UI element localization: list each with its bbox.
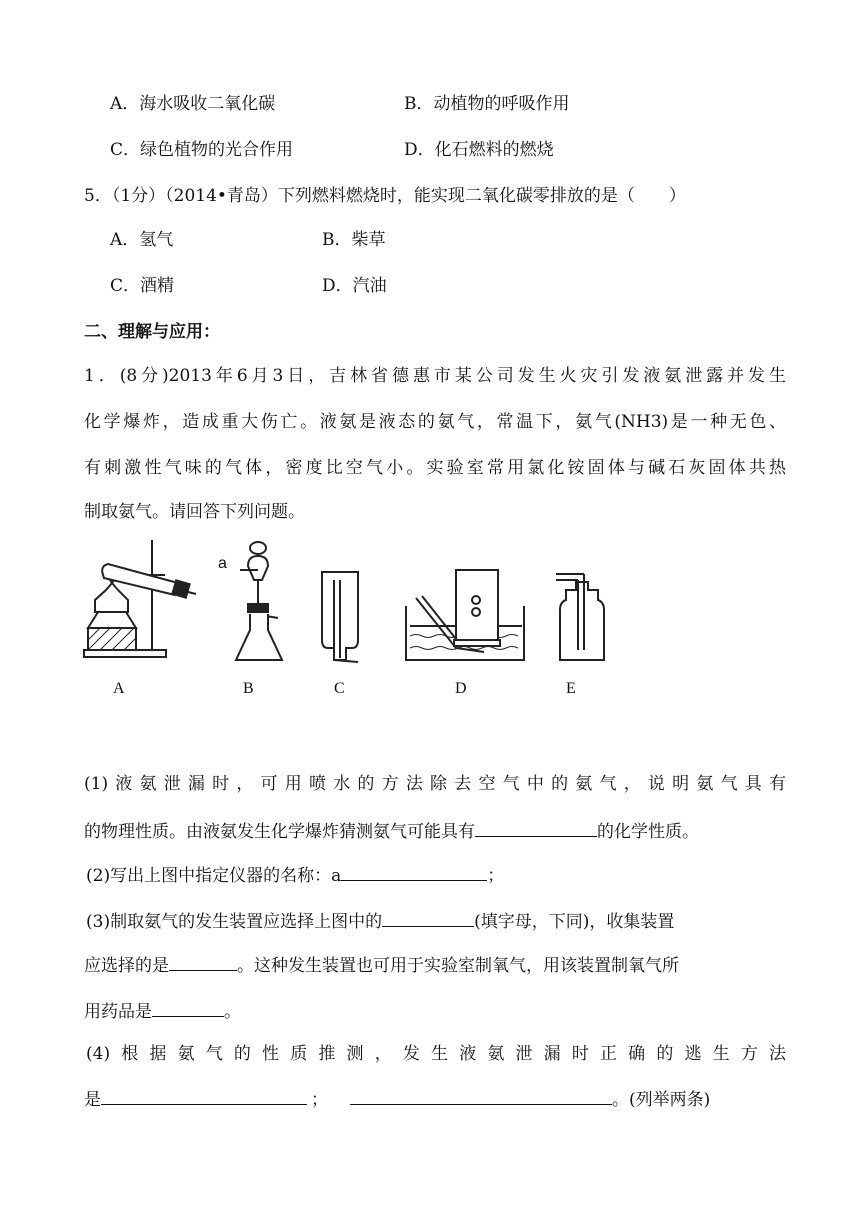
apparatus-c bbox=[322, 572, 358, 662]
q1-part2 bbox=[86, 862, 504, 888]
answer-blank-escape-method-1[interactable] bbox=[101, 1086, 307, 1105]
figure-label-a: a bbox=[218, 555, 227, 572]
apparatus-b bbox=[236, 542, 282, 660]
q1-part3-line-3-pre: 用药品是 bbox=[84, 1002, 152, 1022]
q1-intro-line-2: 化学爆炸，造成重大伤亡。液氨是液态的氨气，常温下，氨气(NH3)是一种无色、 bbox=[84, 412, 786, 432]
q1-part1-line-2-post: 的化学性质。 bbox=[597, 822, 699, 842]
q5-option-d: D．汽油 bbox=[322, 276, 387, 296]
q1-part4-line-1: (4)根据氨气的性质推测，发生液氨泄漏时正确的逃生方法 bbox=[86, 1044, 786, 1064]
caption-c: C bbox=[334, 680, 345, 697]
apparatus-e bbox=[556, 574, 604, 660]
q1-intro-line-1: 1．(8分)2013年6月3日，吉林省德惠市某公司发生火灾引发液氨泄露并发生 bbox=[84, 366, 786, 386]
q4-option-a: A．海水吸收二氧化碳 bbox=[110, 94, 276, 114]
q1-part1-line-1: (1)液氨泄漏时，可用喷水的方法除去空气中的氨气，说明氨气具有 bbox=[84, 774, 786, 794]
section-title: 二、理解与应用： bbox=[84, 322, 220, 342]
q1-part3-line-1-pre: (3)制取氨气的发生装置应选择上图中的 bbox=[86, 912, 383, 932]
answer-blank-chemical-property[interactable] bbox=[475, 818, 597, 837]
q1-part1-line-2-pre: 的物理性质。由液氨发生化学爆炸猜测氨气可能具有 bbox=[84, 822, 475, 842]
q5-option-b: B．柴草 bbox=[322, 230, 386, 250]
q1-part4-line-2 bbox=[84, 1086, 710, 1112]
q4-option-c: C．绿色植物的光合作用 bbox=[110, 140, 294, 160]
caption-b: B bbox=[243, 680, 254, 697]
q1-part4-line-2-pre: 是 bbox=[84, 1090, 101, 1110]
q1-part2-pre: (2)写出上图中指定仪器的名称：a bbox=[86, 866, 342, 886]
q1-part3-line-3-post: 。 bbox=[224, 1002, 241, 1022]
apparatus-a bbox=[84, 540, 196, 657]
q1-part3-line-2 bbox=[84, 952, 679, 978]
q5-stem: 5．（1分）（2014•青岛）下列燃料燃烧时，能实现二氧化碳零排放的是（ ） bbox=[84, 186, 686, 206]
caption-a: A bbox=[113, 680, 125, 697]
q1-part3-line-2-pre: 应选择的是 bbox=[84, 956, 169, 976]
q1-part3-line-1 bbox=[86, 908, 674, 934]
apparatus-d bbox=[406, 570, 524, 660]
q1-part1-line-2 bbox=[84, 818, 699, 844]
q1-part3-line-1-post: (填字母，下同)，收集装置 bbox=[474, 912, 675, 932]
q5-option-c: C．酒精 bbox=[110, 276, 175, 296]
answer-blank-reagents[interactable] bbox=[152, 998, 224, 1017]
caption-d: D bbox=[455, 680, 467, 697]
answer-blank-instrument-a[interactable] bbox=[341, 862, 487, 881]
q1-part4-line-2-mid: ； bbox=[311, 1090, 328, 1110]
q1-intro-line-4: 制取氨气。请回答下列问题。 bbox=[84, 502, 305, 522]
q1-part4-line-2-post: 。(列举两条) bbox=[612, 1090, 711, 1110]
q1-part3-line-2-post: 。这种发生装置也可用于实验室制氧气，用该装置制氧气所 bbox=[237, 956, 679, 976]
q1-part3-line-3 bbox=[84, 998, 241, 1024]
answer-blank-generator[interactable] bbox=[382, 908, 474, 927]
answer-blank-collector[interactable] bbox=[169, 952, 237, 971]
q4-option-d: D．化石燃料的燃烧 bbox=[404, 140, 554, 160]
caption-e: E bbox=[566, 680, 576, 697]
answer-blank-escape-method-2[interactable] bbox=[350, 1086, 612, 1105]
q1-part2-post: ； bbox=[487, 866, 505, 886]
q5-option-a: A．氢气 bbox=[110, 230, 174, 250]
q4-option-b: B．动植物的呼吸作用 bbox=[404, 94, 570, 114]
q1-intro-line-3: 有刺激性气味的气体，密度比空气小。实验室常用氯化铵固体与碱石灰固体共热 bbox=[84, 458, 786, 478]
